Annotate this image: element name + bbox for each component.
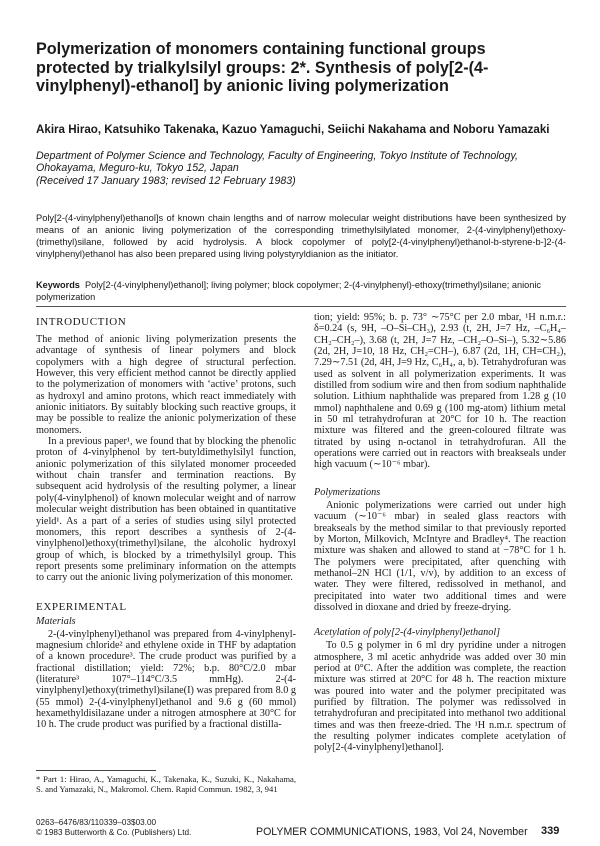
acetylation-heading: Acetylation of poly[2-(4-vinylphenyl)ethanol] [314,627,501,639]
abstract: Poly[2-(4-vinylphenyl)ethanol]s of known chain lengths and of narrow molecular weight distributions have been synthesized by means of an anionic living polymerization of the corresponding trimethylsilylated monomer, 2-(4-vinylphenyl)ethoxy-(trimethyl)silane, followed by acid hydrolysis. A block copolymer of poly[2-(4-vinylphenyl)ethanol-b-styrene-b-]2-(4-vinylphenyl)ethanol has also been prepared using living polystyryldianion as the initiator. [36,213,566,259]
keywords [36,280,566,303]
footnote: * Part 1: Hirao, A., Yamaguchi, K., Takenaka, K., Suzuki, K., Nakahama, S. and Yamazaki, N., Makromol. Chem. Rapid Commun. 1982, 3, 941 [36,774,296,794]
right-body [314,312,566,471]
right-column [314,312,566,754]
paper-title: Polymerization of monomers containing functional groups protected by trialkylsilyl groups: 2*. Synthesis of poly[2-(4-vinylphenyl)-ethanol] by anionic living polymerization [36,40,489,96]
keywords-text: Poly[2-(4-vinylphenyl)ethanol]; living polymer; block copolymer; 2-(4-vinylphenyl)-ethoxy(trimethyl)silane; anionic polymerization [36,280,542,302]
affiliation-block [36,150,556,187]
experimental-heading: EXPERIMENTAL [36,600,127,613]
polymerizations-body [314,500,566,613]
keywords-label: Keywords [36,280,80,290]
acetylation-body [314,640,566,753]
publication-info [36,818,191,838]
polymerizations-heading: Polymerizations [314,486,381,498]
copyright: © 1983 Butterworth & Co. (Publishers) Ltd. [36,828,192,837]
issn-code: 0263–6476/83/110339–03$03.00 [36,818,157,827]
received-dates: (Received 17 January 1983; revised 12 February 1983) [36,174,296,187]
affiliation: Department of Polymer Science and Technology, Faculty of Engineering, Tokyo Institute of Technology, Ohokayama, Meguro-ku, Tokyo 152, Japan [36,150,518,175]
materials-heading: Materials [36,615,76,627]
polymerizations-paragraph: Anionic polymerizations were carried out under high vacuum (∼10⁻⁶ mbar) in sealed glass reactors with breakseals by the method similar to that previously reported by Morton, Milkovich, McIntyre and Bradley⁴. The reaction mixture was shaken and allowed to stand at −78°C for 1 h. The polymers were precipitated, after quenching with methanol–2N HCl (1/1, v/v), by addition to an excess of water. They were filtered, redissolved in methanol, and precipitated into water two additional times and were dissolved in dioxane and dried by freeze-drying. [314,499,566,613]
intro-paragraph-2: In a previous paper¹, we found that by blocking the phenolic proton of 4-vinylphenol by tert-butyldimethylsilyl function, anionic polymerization of this silylated monomer proceeded without chain transfer and termination reactions. By subsequent acid hydrolysis of the resulting polymer, a linear poly(4-vinylphenol) of known molecular weight and of narrow molecular weight distribution has been obtained in quantitative yield¹. As a part of a series of studies using silyl protected monomers, this report describes a synthesis of 2-(4-vinylphenol)ethoxy(trimethyl)silane, the alcoholic hydroxyl group of which, is blocked by a trimethylsilyl group. This report presents some preliminary information on the attempts to carry out the anionic living polymerization of this monomer. [36,436,296,584]
section-divider [36,306,566,307]
intro-body [36,334,296,584]
nmr-paragraph: tion; yield: 95%; b. p. 73° ∼75°C per 2.0 mbar, ¹H n.m.r.: δ=0.24 (s, 9H, –O–Si–CH₃), 2.93 (t, 2H, J=7 Hz, –C₆H₄–CH₂–CH₂–), 3.68 (t, 2H, J=7 Hz, –CH₂–O–Si–), 5.32∼5.86 (2d, 2H, J=10, 18 Hz, CH₂=CH–), 6.87 (2d, 1H, CH=CH₂), 7.29∼7.51 (2d, 4H, J=9 Hz, C₆H₄, a, b). Tetrahydrofuran was used as solvent in all polymerization experiments. It was distilled from sodium wire and then from sodium naphthalide solution. Lithium naphthalide was prepared from 1.28 g (10 mmol) naphthalene and 0.69 g (100 mg-atom) lithium metal in 50 ml tetrahydrofuran at 20°C for 10 h. The reaction mixture was filtered and the green-coloured filtrate was titrated by using n-octanol in tetrahydrofuran. All the operations were carried out in reactors with breakseals under high vacuum (∼10⁻⁶ mbar). [314,312,566,471]
materials-body [36,629,296,731]
footnote-rule [36,770,156,771]
author-list: Akira Hirao, Katsuhiko Takenaka, Kazuo Yamaguchi, Seiichi Nakahama and Noboru Yamazaki [36,123,550,136]
journal-line: POLYMER COMMUNICATIONS, 1983, Vol 24, November [256,826,528,838]
intro-heading: INTRODUCTION [36,316,127,328]
intro-paragraph-1: The method of anionic living polymerization presents the advantage of synthesis of linear polymers and block copolymers with a high degree of structural perfection. However, this very efficient method cannot be directly applied to the polymerization of monomers with ‘active’ protons, such as hydroxyl and amino protons, which react immediately with anionic initiators. By suitably blocking such reactive groups, it may be possible to realize the anionic polymerization of these monomers. [36,334,296,436]
page-number: 339 [541,825,560,837]
acetylation-paragraph: To 0.5 g polymer in 6 ml dry pyridine under a nitrogen atmosphere, 3 ml acetic anhydride was added over 30 min period at 0°C. After the addition was complete, the reaction mixture was stirred at 20°C for 48 h. The reaction mixture was poured into water and the polymer precipitated was purified by filtration. The polymer was redissolved in tetrahydrofuran and precipitated into methanol two additional times and was then freeze-dried. The ¹H n.m.r. spectrum of the resulting polymer indicates complete acetylation of poly[2-(4-vinylphenyl)ethanol]. [314,640,566,754]
left-column [36,316,296,731]
materials-paragraph: 2-(4-vinylphenyl)ethanol was prepared from 4-vinylphenyl-magnesium chloride² and ethylene oxide in THF by adaptation of a known procedure³. The crude product was purified by a fractional distillation; yield: 72%; b.p. 80°C/2.0 mbar (literature³ 107°–114°C/3.5 mmHg). 2-(4-vinylphenyl)ethoxy(trimethyl)silane(I) was prepared from 8.0 g (55 mmol) 2-(4-vinylphenyl)ethanol and 9.6 g (60 mmol) hexamethyldisilazane under a nitrogen atmosphere at 30°C for 10 h. The crude product was purified by a fractional distilla- [36,628,296,731]
